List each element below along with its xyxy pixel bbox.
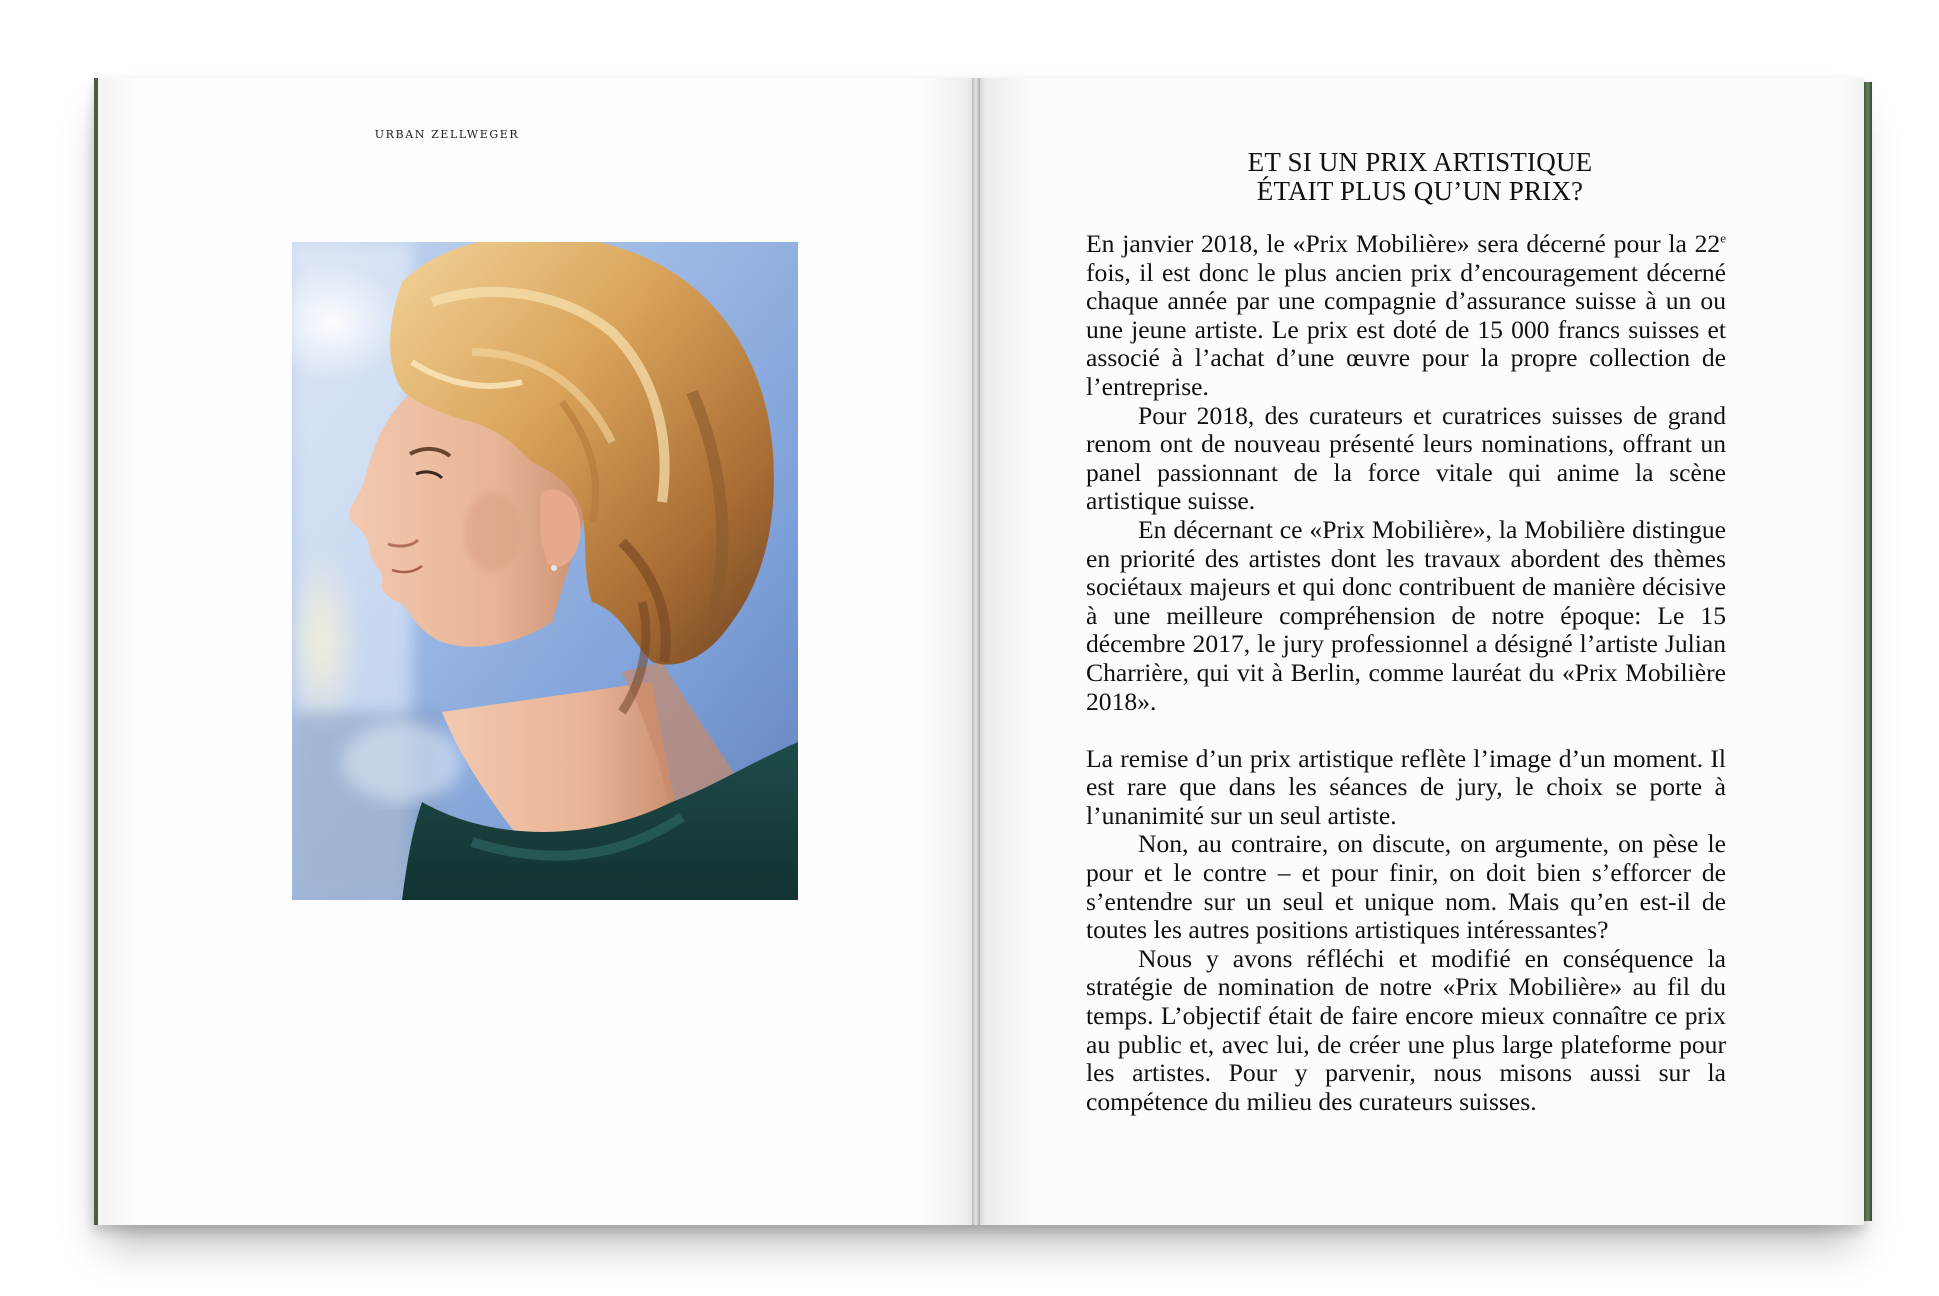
superscript-e: e: [1720, 230, 1726, 246]
title-line-2: ÉTAIT PLUS QU’UN PRIX?: [1256, 176, 1584, 206]
paragraph-2: Pour 2018, des curateurs et curatrices suisses de grand renom ont de nouveau présenté leurs nominations, offrant un panel passionnant de la force vitale qui anime la scène artistique suisse.: [1086, 400, 1726, 516]
paragraph-1-end: fois, il est donc le plus ancien prix d’encouragement décerné chaque année par une compagnie d’assurance suisse à un ou une jeune artiste. Le prix est doté de 15 000 francs suisses et associé à l’achat d’une œuvre pour la propre collection de l’entreprise.: [1086, 257, 1726, 401]
right-page: [976, 78, 1864, 1225]
paragraph-6: Nous y avons réfléchi et modifié en conséquence la stratégie de nomination de notre «Prix Mobilière» au fil du temps. L’objectif était de faire encore mieux connaître ce prix au public et, avec lui, de créer une plus large plateforme pour les artistes. Pour y parvenir, nous misons aussi sur la compétence du milieu des curateurs suisses.: [1086, 943, 1726, 1116]
paragraph-4: La remise d’un prix artistique reflète l’image d’un moment. Il est rare que dans les séances de jury, le choix se porte à l’unanimité sur un seul artiste.: [1086, 743, 1726, 830]
running-head: URBAN ZELLWEGER: [374, 128, 520, 141]
article-title: [976, 148, 1864, 206]
paragraph-5: Non, au contraire, on discute, on argumente, on pèse le pour et le contre – et pour finir, on doit bien s’efforcer de s’entendre sur un seul et unique nom. Mais qu’en est-il de toutes les autres positions artistiques intéressantes?: [1086, 829, 1726, 945]
paragraph-1: [1086, 230, 1726, 402]
cover-edge: [1864, 82, 1872, 1221]
title-line-1: ET SI UN PRIX ARTISTIQUE: [1247, 147, 1593, 177]
portrait-photo: [292, 242, 798, 900]
paragraph-1-start: En janvier 2018, le «Prix Mobilière» sera décerné pour la 22: [1086, 229, 1721, 258]
left-page: [94, 78, 980, 1225]
book-spread: [94, 78, 1864, 1225]
article-body: [1086, 230, 1726, 1116]
book-spine: [972, 78, 980, 1225]
paragraph-3: En décernant ce «Prix Mobilière», la Mobilière distingue en priorité des artistes dont les travaux abordent des thèmes sociétaux majeurs et qui donc contribuent de manière décisive à une meilleure compréhension de notre époque: Le 15 décembre 2017, le jury professionnel a désigné l’artiste Julian Charrière, qui vit à Berlin, comme lauréat du «Prix Mobilière 2018».: [1086, 514, 1726, 716]
